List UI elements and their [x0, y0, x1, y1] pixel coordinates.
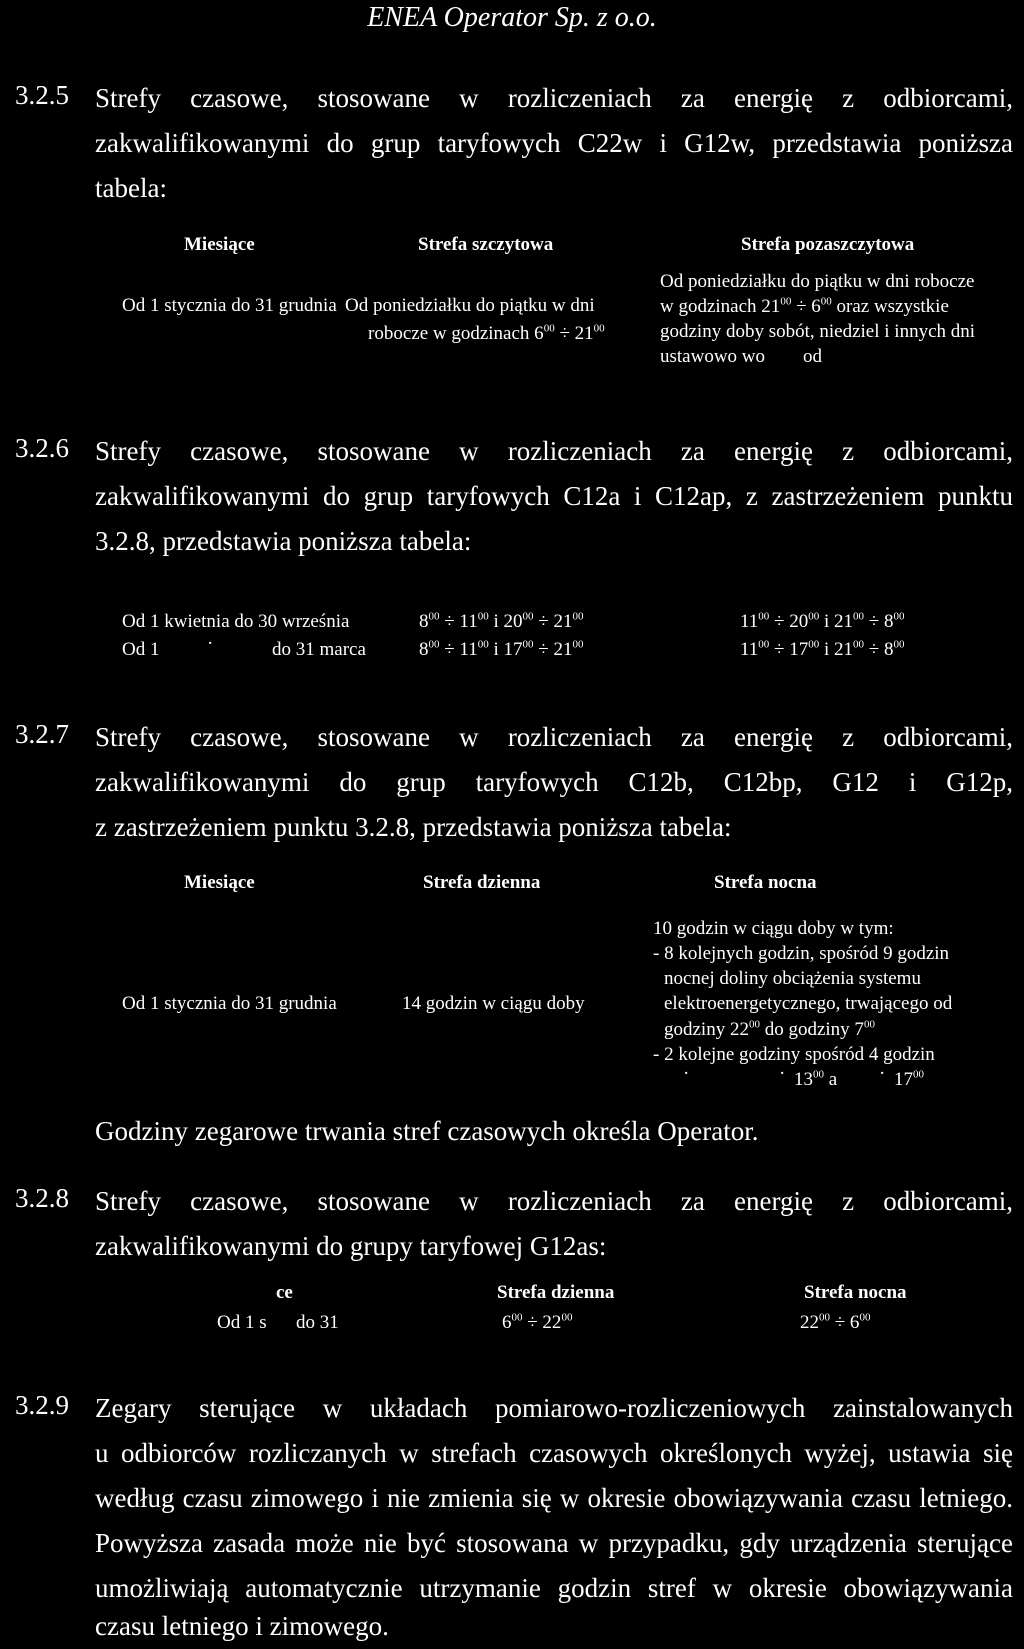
- table-cell-night-line-3: nocnej doliny obciążenia systemu: [664, 968, 921, 989]
- section-3-2-7-footer: Godziny zegarowe trwania stref czasowych określa Operator.: [95, 1116, 759, 1146]
- table-cell-night-line-6: - 2 kolejne godziny spośród 4 godzin: [653, 1044, 935, 1065]
- section-3-2-6-line-1: Strefy czasowe, stosowane w rozliczeniach za energię z odbiorcami,: [95, 436, 1013, 466]
- table-cell-offpeak-line-1: Od poniedziałku do piątku w dni robocze: [660, 271, 975, 292]
- table-cell-night-line-2: - 8 kolejnych godzin, spośród 9 godzin: [653, 943, 950, 964]
- section-number-3-2-7: 3.2.7: [15, 719, 69, 749]
- table-row-2-months-b: do 31 marca: [272, 639, 366, 660]
- table-cell-night: $22^{00} \div 6^{00}$: [800, 1311, 871, 1333]
- table-header-peak-zone: Strefa szczytowa: [418, 234, 554, 255]
- section-3-2-9-line-6: czasu letniego i zimowego.: [95, 1611, 389, 1641]
- table-cell-night-line-7-b: $17^{00}$: [894, 1068, 924, 1090]
- section-number-3-2-8: 3.2.8: [15, 1183, 69, 1213]
- table-cell-offpeak-line-4: ustawowo wo od: [660, 346, 823, 367]
- table-header-day-zone: Strefa dzienna: [497, 1282, 615, 1303]
- table-row-2-months-mark: ·: [207, 633, 214, 654]
- table-row-2-months-a: Od 1: [122, 639, 160, 660]
- section-number-3-2-9: 3.2.9: [15, 1390, 69, 1420]
- table-cell-months: Od 1 stycznia do 31 grudnia: [122, 993, 337, 1014]
- table-cell-night-mark-1: ·: [683, 1063, 690, 1084]
- section-3-2-8-line-2: zakwalifikowanymi do grupy taryfowej G12as:: [95, 1231, 607, 1261]
- table-row-1-months: Od 1 kwietnia do 30 września: [122, 611, 350, 632]
- section-3-2-7-line-3: z zastrzeżeniem punktu 3.2.8, przedstawia poniższa tabela:: [95, 812, 732, 842]
- section-3-2-9-line-2: u odbiorców rozliczanych w strefach czasowych określonych wyżej, ustawia się: [95, 1438, 1013, 1468]
- table-cell-night-line-1: 10 godzin w ciągu doby w tym:: [653, 918, 894, 939]
- table-cell-day: $6^{00} \div 22^{00}$: [502, 1311, 573, 1333]
- table-cell-night-line-5: godziny $22^{00}$ do godziny $7^{00}$: [664, 1018, 875, 1040]
- table-cell-peak-line-2: robocze w godzinach $6^{00} \div 21^{00}$: [368, 322, 605, 344]
- table-header-night-zone: Strefa nocna: [804, 1282, 907, 1303]
- section-3-2-7-line-2: zakwalifikowanymi do grup taryfowych C12b, C12bp, G12 i G12p,: [95, 767, 1013, 797]
- section-3-2-8-line-1: Strefy czasowe, stosowane w rozliczeniach za energię z odbiorcami,: [95, 1186, 1013, 1216]
- table-cell-night-mark-2: ·: [779, 1063, 786, 1084]
- section-3-2-7-line-1: Strefy czasowe, stosowane w rozliczeniach za energię z odbiorcami,: [95, 722, 1013, 752]
- table-cell-night-line-4: elektroenergetycznego, trwającego od: [664, 993, 953, 1014]
- section-3-2-9-line-5: umożliwiają automatycznie utrzymanie godzin stref w okresie obowiązywania: [95, 1573, 1013, 1603]
- table-cell-months-b: do 31: [296, 1312, 339, 1333]
- section-number-3-2-6: 3.2.6: [15, 433, 69, 463]
- table-header-night-zone: Strefa nocna: [714, 872, 817, 893]
- section-3-2-9-line-3: według czasu zimowego i nie zmienia się w okresie obowiązywania czasu letniego.: [95, 1483, 1013, 1513]
- section-3-2-5-line-2: zakwalifikowanymi do grup taryfowych C22w i G12w, przedstawia poniższa: [95, 128, 1013, 158]
- table-cell-months-a: Od 1 s: [217, 1312, 267, 1333]
- table-header-months: ce: [276, 1282, 293, 1303]
- section-3-2-5-line-1: Strefy czasowe, stosowane w rozliczeniach za energię z odbiorcami,: [95, 83, 1013, 113]
- document-header: ENEA Operator Sp. z o.o.: [367, 2, 657, 33]
- table-cell-night-mark-3: ·: [879, 1063, 886, 1084]
- section-3-2-9-line-1: Zegary sterujące w układach pomiarowo-rozliczeniowych zainstalowanych: [95, 1393, 1013, 1423]
- table-cell-offpeak-line-2: w godzinach $21^{00} \div 6^{00}$ oraz wszystkie: [660, 295, 949, 317]
- table-row-1-peak: $8^{00} \div 11^{00}$ i $20^{00} \div 21^{00}$: [419, 610, 584, 632]
- table-row-1-offpeak: $11^{00} \div 20^{00}$ i $21^{00} \div 8^{00}$: [740, 610, 905, 632]
- section-number-3-2-5: 3.2.5: [15, 80, 69, 110]
- table-cell-months: Od 1 stycznia do 31 grudnia: [122, 295, 337, 316]
- section-3-2-5-line-3: tabela:: [95, 173, 167, 203]
- table-row-2-offpeak: $11^{00} \div 17^{00}$ i $21^{00} \div 8^{00}$: [740, 638, 905, 660]
- section-3-2-9-line-4: Powyższa zasada może nie być stosowana w przypadku, gdy urządzenia sterujące: [95, 1528, 1013, 1558]
- table-header-offpeak-zone: Strefa pozaszczytowa: [741, 234, 915, 255]
- section-3-2-6-line-3: 3.2.8, przedstawia poniższa tabela:: [95, 526, 472, 556]
- table-cell-peak-line-1: Od poniedziałku do piątku w dni: [345, 295, 595, 316]
- table-header-day-zone: Strefa dzienna: [423, 872, 541, 893]
- table-cell-offpeak-line-3: godziny doby sobót, niedziel i innych dni: [660, 321, 976, 342]
- section-3-2-6-line-2: zakwalifikowanymi do grup taryfowych C12a i C12ap, z zastrzeżeniem punktu: [95, 481, 1013, 511]
- table-cell-day: 14 godzin w ciągu doby: [402, 993, 585, 1014]
- table-cell-night-line-7-a: $13^{00}$ a: [794, 1068, 838, 1090]
- table-row-2-peak: $8^{00} \div 11^{00}$ i $17^{00} \div 21^{00}$: [419, 638, 584, 660]
- table-header-months: Miesiące: [184, 872, 255, 893]
- table-header-months: Miesiące: [184, 234, 255, 255]
